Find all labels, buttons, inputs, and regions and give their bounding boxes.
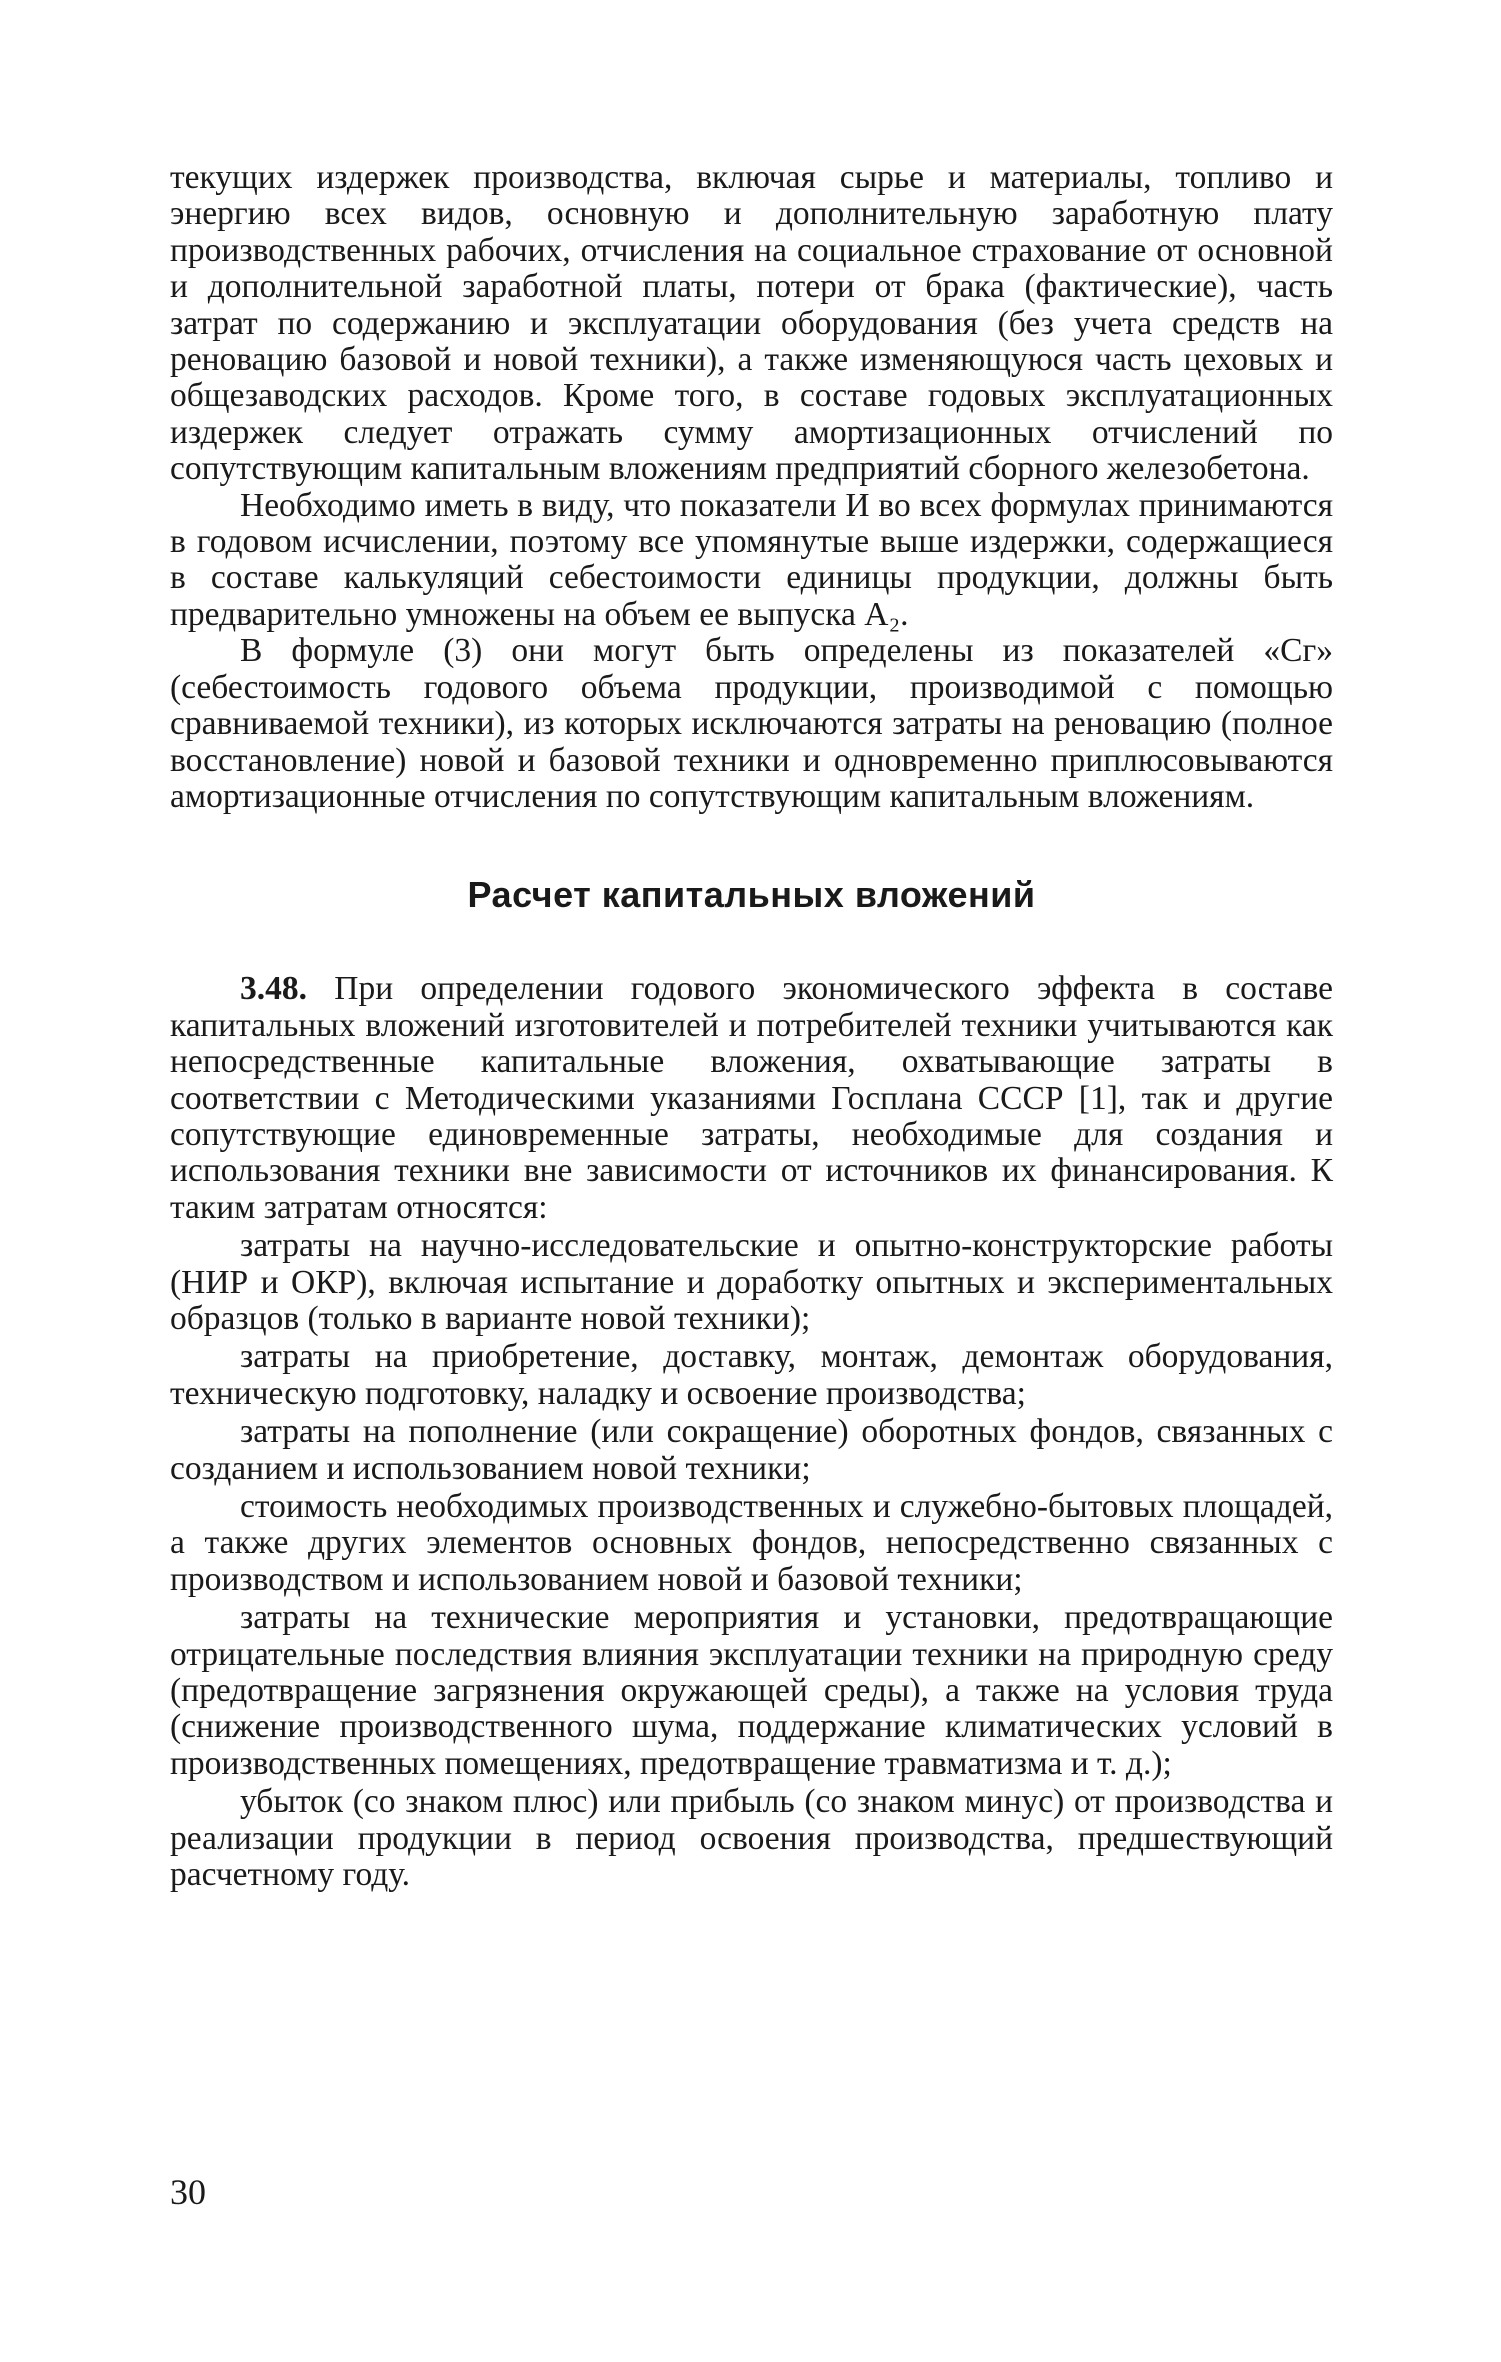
clause-paragraph xyxy=(170,971,1333,1226)
list-item: стоимость необходимых производственных и служебно-бытовых площадей, а также других элементов основных фондов, непосредственно связанных с производством и использованием новой и базовой техники; xyxy=(170,1488,1333,1598)
intro-paragraph-2: Необходимо иметь в виду, что показатели И во всех формулах принимаются в годовом исчислении, поэтому все упомянутые выше издержки, содержащиеся в составе калькуляций себестоимости единицы продукции, должны быть предварительно умножены на объем ее выпуска А₂. xyxy=(170,486,1333,633)
list-item: затраты на приобретение, доставку, монтаж, демонтаж оборудования, техническую подготовку, наладку и освоение производства; xyxy=(170,1338,1333,1412)
list-item: затраты на пополнение (или сокращение) оборотных фондов, связанных с созданием и использованием новой техники; xyxy=(170,1413,1333,1487)
clause-text: При определении годового экономического эффекта в составе капитальных вложений изготовителей и потребителей техники учитываются как непосредственные капитальные вложения, охватывающие затраты в соответствии с Методическими указаниями Госплана СССР [1], так и другие сопутствующие единовременные затраты, необходимые для создания и использования техники вне зависимости от источников их финансирования. К таким затратам относятся: xyxy=(170,970,1334,1226)
section-title: Расчет капитальных вложений xyxy=(467,874,1036,916)
page-number: 30 xyxy=(170,2172,206,2212)
list-item: затраты на научно-исследовательские и опытно-конструкторские работы (НИР и ОКР), включая испытание и доработку опытных и экспериментальных образцов (только в варианте новой техники); xyxy=(170,1227,1333,1337)
list-item: затраты на технические мероприятия и установки, предотвращающие отрицательные последствия влияния эксплуатации техники на природную среду (предотвращение загрязнения окружающей среды), а также на условия труда (снижение производственного шума, поддержание климатических условий в производственных помещениях, предотвращение травматизма и т. д.); xyxy=(170,1599,1333,1782)
intro-paragraph-3: В формуле (3) они могут быть определены из показателей «Сᴦ» (себестоимость годового объема продукции, производимой с помощью сравниваемой техники), из которых исключаются затраты на реновацию (полное восстановление) новой и базовой техники и одновременно приплюсовываются амортизационные отчисления по сопутствующим капитальным вложениям. xyxy=(170,632,1333,815)
page-body xyxy=(170,160,1333,1893)
clause-number: 3.48. xyxy=(240,970,307,1008)
intro-paragraph-1: текущих издержек производства, включая сырье и материалы, топливо и энергию всех видов, основную и дополнительную заработную плату производственных рабочих, отчисления на социальное страхование от основной и дополнительной заработной платы, потери от брака (фактические), часть затрат по содержанию и эксплуатации оборудования (без учета средств на реновацию базовой и новой техники), а также изменяющуюся часть цеховых и общезаводских расходов. Кроме того, в составе годовых эксплуатационных издержек следует отражать сумму амортизационных отчислений по сопутствующим капитальным вложениям предприятий сборного железобетона. xyxy=(170,159,1333,488)
list-item: убыток (со знаком плюс) или прибыль (со знаком минус) от производства и реализации продукции в период освоения производства, предшествующий расчетному году. xyxy=(170,1783,1333,1894)
